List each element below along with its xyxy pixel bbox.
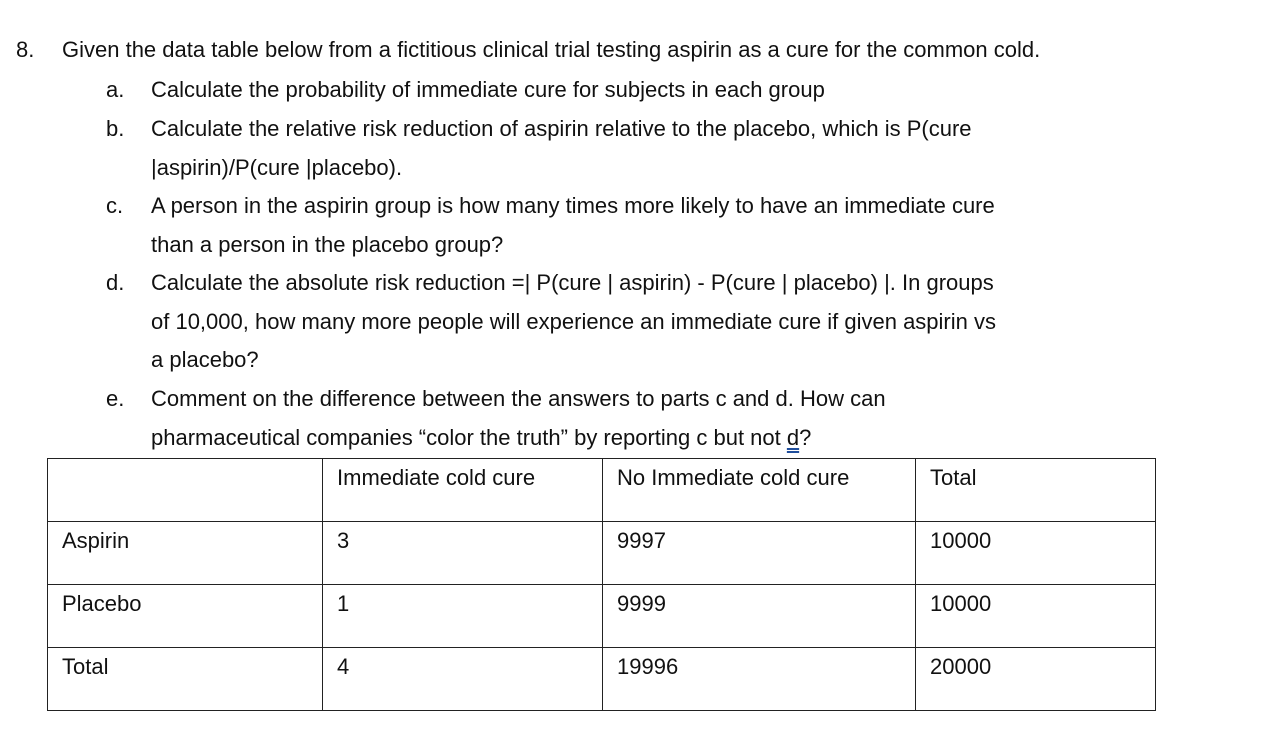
part-text xyxy=(151,380,1151,457)
part-line: Calculate the absolute risk reduction =| P(cure | aspirin) - P(cure | placebo) |. In groups xyxy=(151,270,994,295)
part-text xyxy=(151,71,1151,110)
part-line xyxy=(151,419,1151,458)
table-header-cell: Total xyxy=(916,459,1156,522)
table-cell: 19996 xyxy=(603,648,916,711)
table-row xyxy=(48,585,1156,648)
part-letter: b. xyxy=(106,116,125,141)
table-cell: 4 xyxy=(323,648,603,711)
table-header-row xyxy=(48,459,1156,522)
part-line: of 10,000, how many more people will experience an immediate cure if given aspirin vs xyxy=(151,308,996,334)
table-cell: Total xyxy=(48,648,323,711)
part-text xyxy=(151,264,1151,380)
part-letter: d. xyxy=(106,270,125,295)
underlined-word: d xyxy=(786,424,800,450)
part-line: Calculate the probability of immediate cure for subjects in each group xyxy=(151,77,825,102)
part-letter: a. xyxy=(106,77,125,102)
part-text xyxy=(151,187,1151,264)
part-line: A person in the aspirin group is how many times more likely to have an immediate cure xyxy=(151,193,995,218)
data-table xyxy=(47,458,1156,711)
table-cell: 9997 xyxy=(603,522,916,585)
table-cell: 1 xyxy=(323,585,603,648)
table-header-cell: No Immediate cold cure xyxy=(603,459,916,522)
part-line-prefix: pharmaceutical companies “color the truth” by reporting c but not xyxy=(151,424,787,450)
part-line: a placebo? xyxy=(151,347,259,372)
part-line: than a person in the placebo group? xyxy=(151,231,504,257)
table-cell: Placebo xyxy=(48,585,323,648)
table-cell: 9999 xyxy=(603,585,916,648)
table-header-cell: Immediate cold cure xyxy=(323,459,603,522)
part-text xyxy=(151,110,1151,187)
part-line-suffix: ? xyxy=(799,424,812,450)
part-letter: e. xyxy=(106,386,125,411)
table-cell: 3 xyxy=(323,522,603,585)
question-stem: Given the data table below from a fictitious clinical trial testing aspirin as a cure for the common cold. xyxy=(62,37,1041,62)
table-cell: Aspirin xyxy=(48,522,323,585)
question-number: 8. xyxy=(16,37,35,62)
table-row xyxy=(48,522,1156,585)
table-row xyxy=(48,648,1156,711)
part-line: Calculate the relative risk reduction of aspirin relative to the placebo, which is P(cure xyxy=(151,116,972,141)
table-header-cell xyxy=(48,459,323,522)
part-line: Comment on the difference between the answers to parts c and d. How can xyxy=(151,386,886,411)
table-cell: 10000 xyxy=(916,585,1156,648)
part-line: |aspirin)/P(cure |placebo). xyxy=(151,154,403,180)
table-cell: 10000 xyxy=(916,522,1156,585)
part-letter: c. xyxy=(106,193,124,218)
table-cell: 20000 xyxy=(916,648,1156,711)
